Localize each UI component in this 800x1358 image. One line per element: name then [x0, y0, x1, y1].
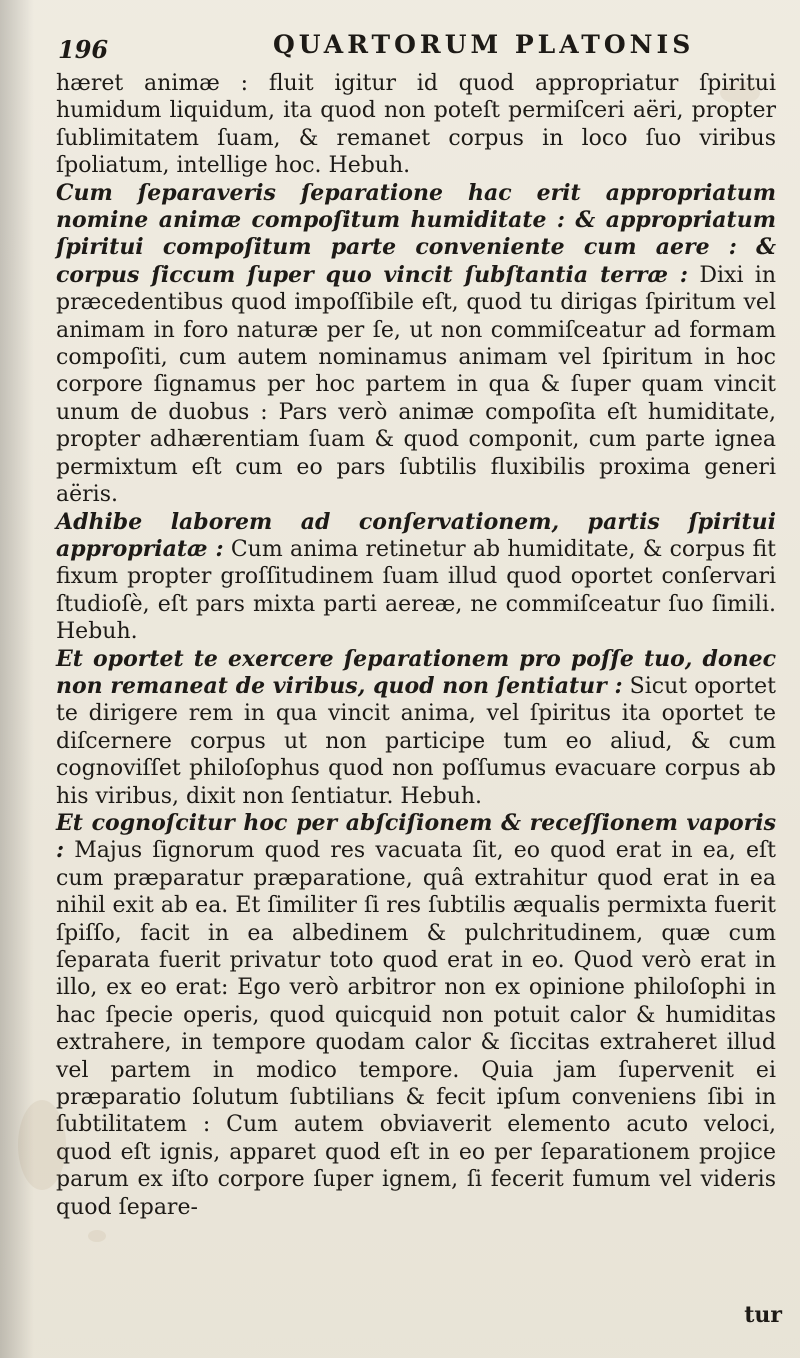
paragraph-2 — [56, 180, 776, 509]
paragraph-5 — [56, 810, 776, 1221]
page-number: 196 — [58, 35, 109, 64]
paragraph-lemma: Et oportet te exercere ſeparationem pro poſſe tuo, donec non remaneat de viribus, quod non ſentiatur : — [56, 645, 776, 699]
paragraph-lemma: Adhibe laborem ad conſervationem, partis ſpiritui appropriatæ : — [56, 508, 776, 562]
paragraph-text: Dixi in præcedentibus quod impoſſibile eſt, quod tu dirigas ſpiritum vel animam in foro naturæ per ſe, ut non commiſceatur ad formam compoſiti, cum autem nominamus animam vel ſpiritum in hoc corpore ſignamus per hoc partem in qua & ſuper quam vincit unum de duobus : Pars verò animæ compoſita eſt humiditate, propter adhærentiam ſuam & quod componit, cum parte ignea permixtum eſt cum eo pars ſubtilis fluxibilis proxima generi aëris. — [56, 262, 776, 508]
paragraph-3 — [56, 509, 776, 646]
paragraph-text: hæret animæ : fluit igitur id quod appropriatur ſpiritui humidum liquidum, ita quod non poteſt permiſceri aëri, propter ſublimitatem ſuam, & remanet corpus in loco ſuo viribus ſpoliatum, intellige hoc. Hebuh. — [56, 71, 776, 179]
paper-stain — [720, 82, 760, 104]
paragraph-text: Sicut oportet te dirigere rem in qua vincit anima, vel ſpiritus ita oportet te diſcernere corpus ut non participe tum eo aliud, & cum cognoviſſet philoſophus quod non poſſumus evacuare corpus ab his viribus, dixit non ſentiatur. Hebuh. — [56, 673, 776, 809]
paragraph-lemma: Et cognoſcitur hoc per abſciſionem & receſſionem vaporis : — [56, 809, 776, 864]
page-header — [56, 28, 780, 62]
main-text — [56, 70, 776, 1221]
paragraph-4 — [56, 646, 776, 810]
paragraph-lemma: Cum ſeparaveris ſeparatione hac erit appropriatum nomine animæ compoſitum humiditate : & appropriatum ſpiritui compoſitum parte conveniente cum aere : & corpus ſiccum ſuper quo vincit ſubſtantia terræ : — [56, 179, 776, 288]
paper-stain — [88, 1230, 106, 1242]
paragraph-text: Cum anima retinetur ab humiditate, & corpus fit fixum propter groſſitudinem ſuam illud quod oportet conſervari ſtudioſè, eſt pars mixta parti aereæ, ne commiſceatur ſuo ſimili. Hebuh. — [56, 536, 776, 645]
running-head: QUARTORUM PLATONIS — [273, 30, 695, 59]
paragraph-text: Majus ſignorum quod res vacuata ſit, eo quod erat in ea, eſt cum præparatur præparatione, quâ extrahitur quod erat in ea nihil exit ab ea. Et ſimiliter ſi res ſubtilis æqualis permixta fuerit ſpiſſo, facit in ea albedinem & pulchritudinem, quæ cum ſeparata fuerit privatur toto quod erat in eo. Quod verò erat in illo, ex eo erat: Ego verò arbitror non ex opinione philoſophi in hac ſpecie operis, quod quicquid non potuit calor & humiditas extrahere, in tempore quodam calor & ſiccitas extraheret illud vel partem in modico tempore. Quia jam ſupervenit ei præparatio ſolutum ſubtilians & fecit ipſum conveniens ſibi in ſubtilitatem : Cum autem obviaverit elemento acuto veloci, quod eſt ignis, apparet quod eſt in eo per ſeparationem projice parum ex iſto corpore ſuper ignem, ſi fecerit fumum vel videris quod ſepare- — [56, 838, 776, 1220]
paper-stain — [18, 1100, 66, 1190]
paragraph-1 — [56, 70, 776, 180]
catchword: tur — [744, 1302, 782, 1328]
